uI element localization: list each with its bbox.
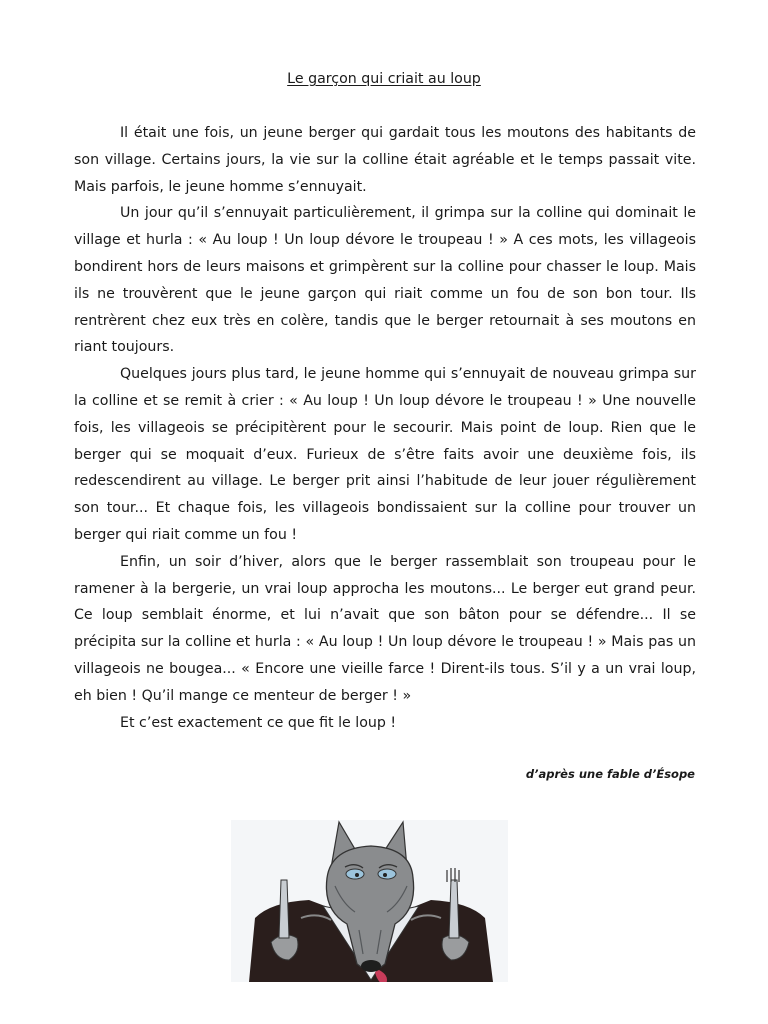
wolf-at-table-icon (231, 820, 508, 982)
page-title: Le garçon qui criait au loup (287, 71, 481, 87)
story-paragraph-4: Enfin, un soir d’hiver, alors que le berger rassemblait son troupeau pour le ramener à la bergerie, un vrai loup approcha les moutons... Le berger eut grand peur. Ce loup semblait énorme, et lui n’avait que son bâton pour se défendre... Il se précipita sur la colline et hurla : « Au loup ! Un loup dévore le troupeau ! » Mais pas un villageois ne bougea... « Encore une vieille farce ! Dirent-ils tous. S’il y a un vrai loup, eh bien ! Qu’il mange ce menteur de berger ! » (74, 553, 696, 704)
source-attribution: d’après une fable d’Ésope (525, 767, 695, 781)
story-text (74, 120, 696, 736)
story-paragraph-3: Quelques jours plus tard, le jeune homme qui s’ennuyait de nouveau grimpa sur la colline et se remit à crier : « Au loup ! Un loup dévore le troupeau ! » Une nouvelle fois, les villageois se précipitèrent pour le secourir. Mais point de loup. Rien que le berger qui se moquait d’eux. Furieux de s’être faits avoir une deuxième fois, ils redescendirent au village. Le berger prit ainsi l’habitude de leur jouer régulièrement son tour... Et chaque fois, les villageois bondissaient sur la colline pour trouver un berger qui riait comme un fou ! (74, 366, 696, 543)
story-paragraph-1: Il était une fois, un jeune berger qui gardait tous les moutons des habitants de son village. Certains jours, la vie sur la colline était agréable et le temps passait vite. Mais parfois, le jeune homme s’ennuyait. (74, 125, 696, 195)
story-paragraph-2: Un jour qu’il s’ennuyait particulièrement, il grimpa sur la colline qui dominait le village et hurla : « Au loup ! Un loup dévore le troupeau ! » A ces mots, les villageois bondirent hors de leurs maisons et grimpèrent sur la colline pour chasser le loup. Mais ils ne trouvèrent que le jeune garçon qui riait comme un fou de son bon tour. Ils rentrèrent chez eux très en colère, tandis que le berger retournait à ses moutons en riant toujours. (74, 205, 696, 356)
story-paragraph-5: Et c’est exactement ce que fit le loup ! (120, 714, 397, 731)
